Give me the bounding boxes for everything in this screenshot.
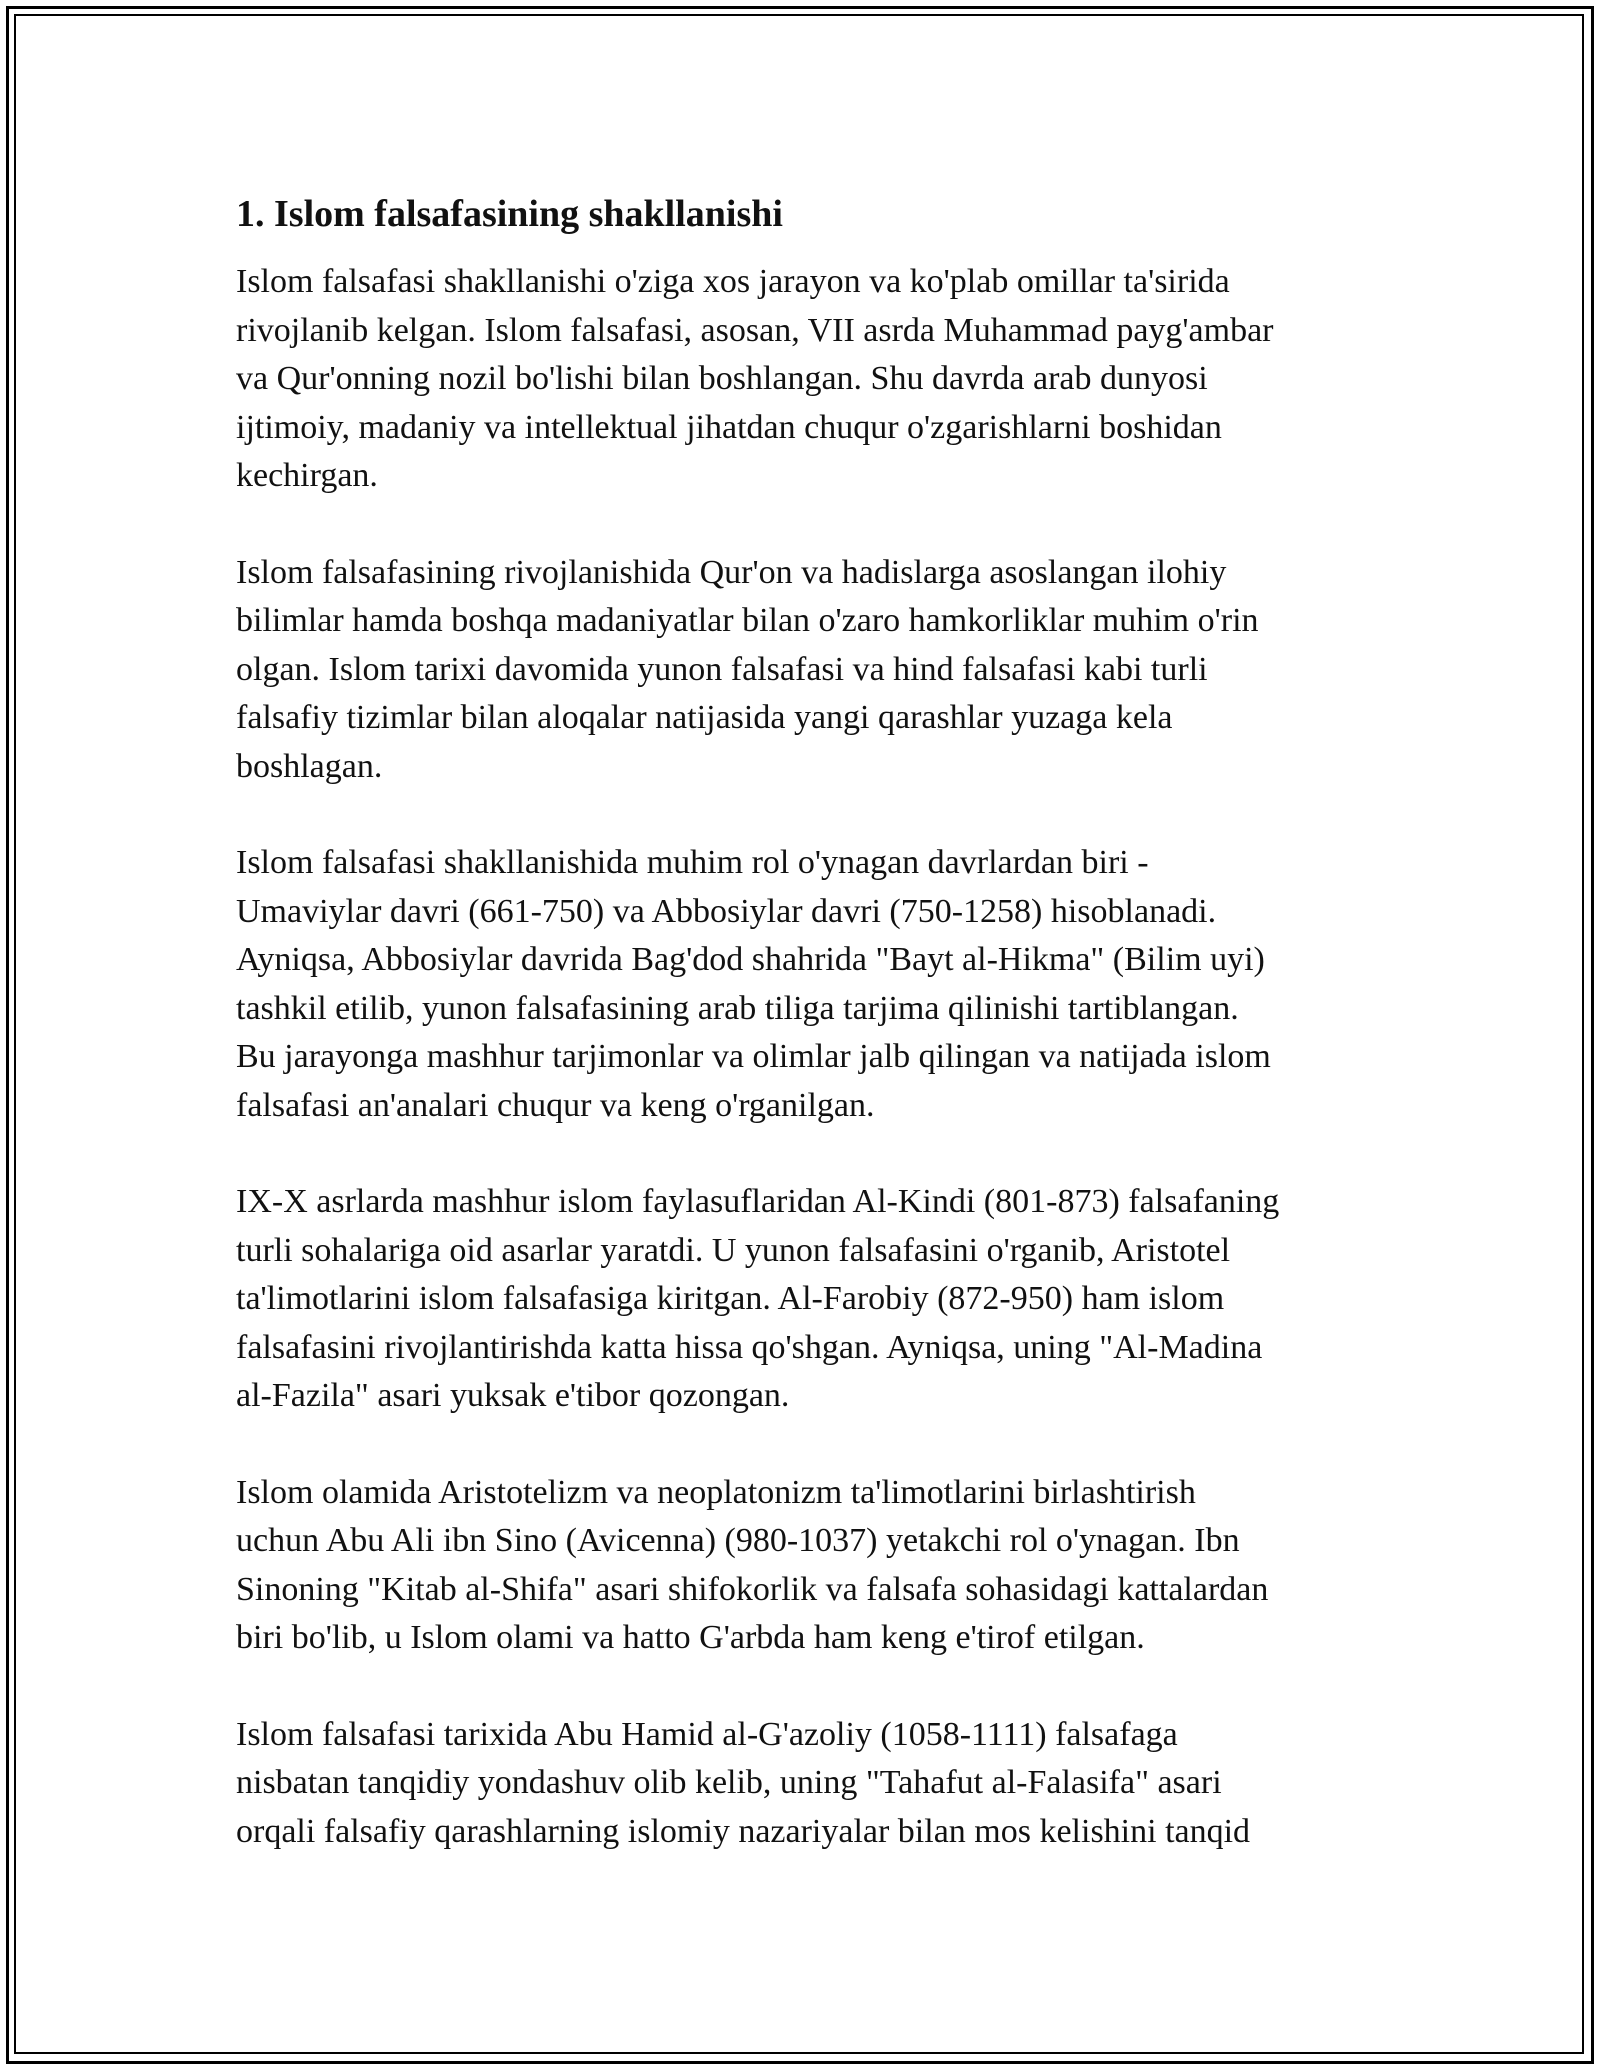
paragraph-4 (236, 1178, 1386, 1421)
text-line: Islom olamida Aristotelizm va neoplatonizm ta'limotlarini birlashtirish (236, 1473, 1196, 1511)
text-line: Umaviylar davri (661-750) va Abbosiylar davri (750-1258) hisoblanadi. (236, 892, 1217, 930)
paragraph-5 (236, 1469, 1386, 1663)
text-line: Islom falsafasi shakllanishida muhim rol o'ynagan davrlardan biri - (236, 844, 1149, 881)
text-line: al-Fazila" asari yuksak e'tibor qozongan. (236, 1377, 790, 1414)
text-line: turli sohalariga oid asarlar yaratdi. U yunon falsafasini o'rganib, Aristotel (236, 1231, 1231, 1269)
text-line: ijtimoiy, madaniy va intellektual jihatdan chuqur o'zgarishlarni boshidan (236, 408, 1222, 446)
text-line: rivojlanib kelgan. Islom falsafasi, asosan, VII asrda Muhammad payg'ambar (236, 311, 1274, 349)
text-line: olgan. Islom tarixi davomida yunon falsafasi va hind falsafasi kabi turli (236, 650, 1208, 688)
text-line: biri bo'lib, u Islom olami va hatto G'arbda ham keng e'tirof etilgan. (236, 1619, 1145, 1656)
paragraph-3 (236, 839, 1386, 1130)
text-line: falsafasi an'analari chuqur va keng o'rganilgan. (236, 1086, 875, 1124)
text-line: Sinoning "Kitab al-Shifa" asari shifokorlik va falsafa sohasidagi kattalardan (236, 1570, 1269, 1608)
text-line: ta'limotlarini islom falsafasiga kiritgan. Al-Farobiy (872-950) ham islom (236, 1280, 1225, 1317)
text-line: Islom falsafasi shakllanishi o'ziga xos jarayon va ko'plab omillar ta'sirida (236, 263, 1230, 300)
text-line: orqali falsafiy qarashlarning islomiy nazariyalar bilan mos kelishini tanqid (236, 1812, 1251, 1850)
text-line: va Qur'onning nozil bo'lishi bilan boshlangan. Shu davrda arab dunyosi (236, 360, 1208, 397)
text-line: IX-X asrlarda mashhur islom faylasuflaridan Al-Kindi (801-873) falsafaning (236, 1183, 1280, 1220)
text-line: tashkil etilib, yunon falsafasining arab tiliga tarjima qilinishi tartiblangan. (236, 989, 1239, 1027)
text-line: falsafiy tizimlar bilan aloqalar natijasida yangi qarashlar yuzaga kela (236, 699, 1173, 736)
text-line: bilimlar hamda boshqa madaniyatlar bilan o'zaro hamkorliklar muhim o'rin (236, 602, 1259, 639)
text-line: falsafasini rivojlantirishda katta hissa qo'shgan. Ayniqsa, uning "Al-Madina (236, 1328, 1263, 1366)
text-line: Islom falsafasi tarixida Abu Hamid al-G'azoliy (1058-1111) falsafaga (236, 1715, 1178, 1753)
text-line: boshlagan. (236, 747, 383, 785)
text-line: uchun Abu Ali ibn Sino (Avicenna) (980-1037) yetakchi rol o'ynagan. Ibn (236, 1522, 1240, 1559)
document-body (236, 188, 1386, 1904)
paragraph-1 (236, 258, 1386, 501)
text-line: Bu jarayonga mashhur tarjimonlar va olimlar jalb qilingan va natijada islom (236, 1038, 1271, 1075)
text-line: Islom falsafasining rivojlanishida Qur'on va hadislarga asoslangan ilohiy (236, 553, 1227, 591)
paragraph-2 (236, 549, 1386, 792)
text-line: kechirgan. (236, 457, 378, 494)
text-line: nisbatan tanqidiy yondashuv olib kelib, uning "Tahafut al-Falasifa" asari (236, 1764, 1222, 1801)
section-heading: 1. Islom falsafasining shakllanishi (236, 193, 783, 235)
paragraph-6 (236, 1711, 1386, 1857)
text-line: Ayniqsa, Abbosiylar davrida Bag'dod shahrida "Bayt al-Hikma" (Bilim uyi) (236, 941, 1265, 978)
